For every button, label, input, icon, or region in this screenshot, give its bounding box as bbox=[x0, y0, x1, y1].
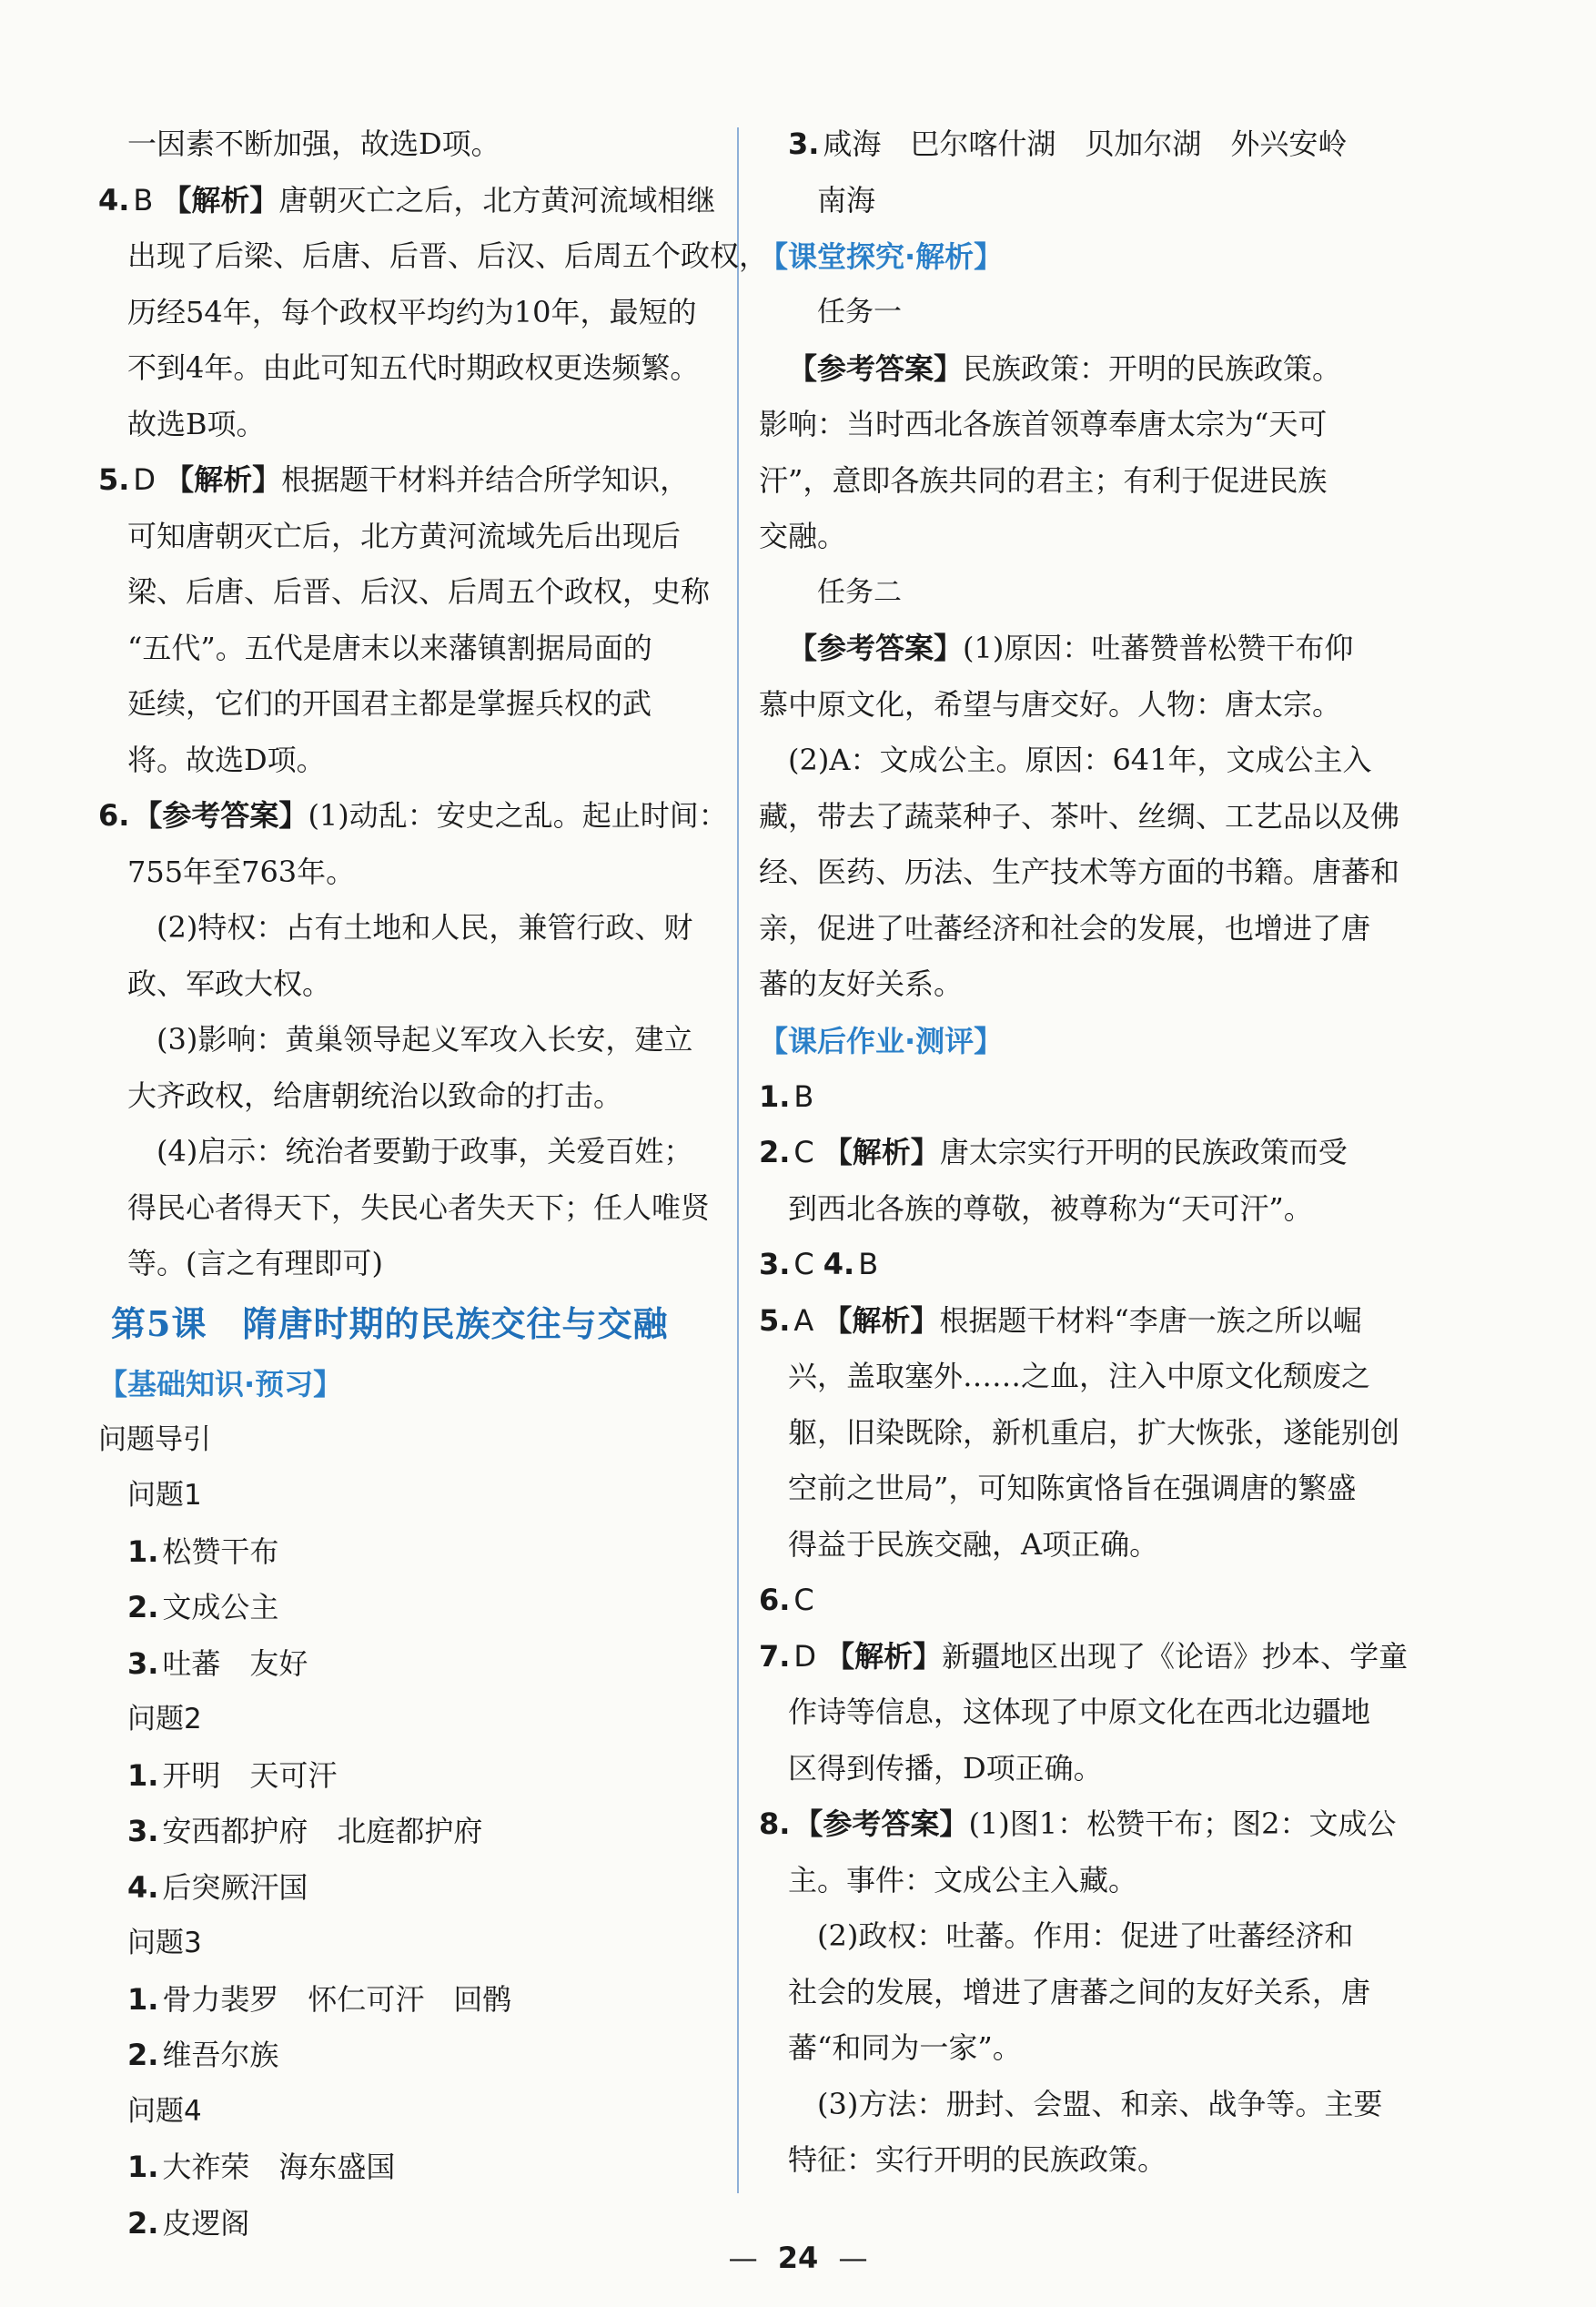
q3-tail: 一因素不断加强，故选D项。 bbox=[127, 126, 500, 161]
answer-number: 7. bbox=[759, 1638, 791, 1674]
section-class-explore: 【课堂探究·解析】 bbox=[759, 239, 1004, 274]
hw-answer-6 bbox=[759, 1573, 1387, 1629]
answer-number: 8. bbox=[759, 1806, 791, 1841]
problem-title: 问题2 bbox=[127, 1703, 202, 1735]
answer-5 bbox=[98, 452, 724, 788]
problem-title: 问题1 bbox=[127, 1479, 202, 1512]
answer-number: 5. bbox=[98, 462, 130, 497]
problem-2 bbox=[98, 1692, 724, 1916]
text-line: 作诗等信息，这体现了中原文化在西北边疆地 bbox=[788, 1695, 1371, 1729]
text-line: 根据题干材料并结合所学知识， bbox=[281, 462, 690, 497]
text-line: 等。(言之有理即可) bbox=[127, 1246, 383, 1280]
item-number: 2. bbox=[127, 1590, 159, 1624]
text-line: (1)图1：松赞干布；图2：文成公 bbox=[968, 1806, 1397, 1841]
item-number: 3. bbox=[127, 1645, 159, 1681]
text-line: 故选B项。 bbox=[127, 406, 266, 441]
text-line: 可知唐朝灭亡后，北方黄河流域先后出现后 bbox=[127, 518, 682, 553]
reference-answer-tag: 【参考答案】 bbox=[133, 798, 308, 833]
answer-choice: B bbox=[858, 1247, 879, 1281]
answer-4 bbox=[98, 173, 769, 453]
task-title: 任务二 bbox=[817, 575, 902, 609]
lesson-title: 第5课 隋唐时期的民族交往与交融 bbox=[111, 1302, 669, 1344]
text-line: (2)特权：占有土地和人民，兼管行政、财 bbox=[157, 910, 693, 945]
answer-number: 4. bbox=[98, 182, 130, 218]
answer-number: 5. bbox=[759, 1302, 791, 1338]
answer-choice: C bbox=[793, 1247, 814, 1281]
analysis-tag: 【解析】 bbox=[162, 182, 279, 218]
item-number: 1. bbox=[127, 1757, 159, 1793]
text-line: 出现了后梁、后唐、后晋、后汉、后周五个政权， bbox=[127, 238, 769, 273]
hw-answer-2 bbox=[759, 1125, 1387, 1237]
text-line: 特征：实行开明的民族政策。 bbox=[788, 2142, 1167, 2177]
text-line: 社会的发展，增进了唐蕃之间的友好关系，唐 bbox=[788, 1974, 1371, 2009]
text-line: 梁、后唐、后晋、后汉、后周五个政权，史称 bbox=[127, 574, 711, 609]
answer-choice: D bbox=[793, 1638, 817, 1674]
answer-number: 6. bbox=[759, 1583, 791, 1617]
text-line: (4)启示：统治者要勤于政事，关爱百姓； bbox=[157, 1134, 693, 1169]
item-text: 文成公主 bbox=[162, 1590, 279, 1624]
text-line: 蕃的友好关系。 bbox=[759, 966, 964, 1001]
task-2 bbox=[759, 565, 1400, 1013]
answer-choice: C bbox=[793, 1583, 814, 1617]
item-number: 2. bbox=[127, 2038, 159, 2072]
text-line: 慕中原文化，希望与唐交好。人物：唐太宗。 bbox=[759, 686, 1342, 722]
text-line: 历经54年，每个政权平均约为10年，最短的 bbox=[127, 294, 697, 329]
answer-choice: B bbox=[793, 1078, 814, 1114]
guide-heading: 问题导引 bbox=[98, 1422, 211, 1456]
text-line: 大齐政权，给唐朝统治以致命的打击。 bbox=[127, 1078, 623, 1113]
text-line: (3)方法：册封、会盟、和亲、战争等。主要 bbox=[817, 2086, 1383, 2121]
page-number: 24 bbox=[777, 2241, 819, 2275]
text-line: 到西北各族的尊敬，被尊称为“天可汗”。 bbox=[788, 1190, 1313, 1226]
text-line: 根据题干材料“李唐一族之所以崛 bbox=[939, 1302, 1362, 1338]
text-line: 空前之世局”，可知陈寅恪旨在强调唐的繁盛 bbox=[788, 1471, 1357, 1505]
text-line: 唐太宗实行开明的民族政策而受 bbox=[939, 1135, 1348, 1169]
task-title: 任务一 bbox=[817, 296, 902, 329]
analysis-tag: 【解析】 bbox=[825, 1638, 943, 1674]
problem-1 bbox=[98, 1468, 724, 1692]
text-line: “五代”。五代是唐末以来藩镇割据局面的 bbox=[127, 630, 652, 665]
text-line: 蕃“和同为一家”。 bbox=[788, 2030, 1022, 2065]
text-line: 得民心者得天下，失民心者失天下；任人唯贤 bbox=[127, 1189, 711, 1225]
text-line: 得益于民族交融，A项正确。 bbox=[788, 1526, 1159, 1562]
text-line: (3)影响：黄巢领导起义军攻入长安，建立 bbox=[157, 1022, 693, 1057]
item-text: 维吾尔族 bbox=[162, 2038, 279, 2072]
answer-number: 2. bbox=[759, 1135, 791, 1169]
item-number: 1. bbox=[127, 1533, 159, 1569]
item-text: 大祚荣 海东盛国 bbox=[162, 2150, 396, 2184]
text-line: 民族政策：开明的民族政策。 bbox=[963, 350, 1342, 386]
hw-answer-5 bbox=[759, 1293, 1400, 1573]
text-line: 亲，促进了吐蕃经济和社会的发展，也增进了唐 bbox=[759, 910, 1371, 946]
hw-answer-8 bbox=[759, 1796, 1397, 2189]
item-number: 1. bbox=[127, 2150, 159, 2184]
text-line: 汗”，意即各族共同的君主；有利于促进民族 bbox=[759, 462, 1328, 498]
answer-number: 1. bbox=[759, 1078, 791, 1114]
text-line: 影响：当时西北各族首领尊奉唐太宗为“天可 bbox=[759, 407, 1328, 441]
analysis-tag: 【解析】 bbox=[823, 1135, 940, 1169]
section-homework: 【课后作业·测评】 bbox=[759, 1023, 1004, 1058]
text-line: 藏，带去了蔬菜种子、茶叶、丝绸、工艺品以及佛 bbox=[759, 798, 1400, 834]
item-text: 南海 bbox=[817, 182, 876, 218]
section-basic-knowledge: 【基础知识·预习】 bbox=[98, 1366, 343, 1401]
item-number: 3. bbox=[788, 126, 820, 161]
item-text: 开明 天可汗 bbox=[162, 1757, 338, 1793]
right-column bbox=[759, 116, 1409, 2189]
hw-answer-3-4 bbox=[759, 1237, 1387, 1293]
item-number: 3. bbox=[127, 1814, 159, 1848]
analysis-tag: 【解析】 bbox=[823, 1302, 940, 1338]
text-line: (2)政权：吐蕃。作用：促进了吐蕃经济和 bbox=[817, 1918, 1354, 1953]
text-line: 延续，它们的开国君主都是掌握兵权的武 bbox=[127, 686, 652, 721]
answer-number: 4. bbox=[823, 1247, 855, 1281]
text-line: 新疆地区出现了《论语》抄本、学童 bbox=[942, 1638, 1409, 1674]
reference-answer-tag: 【参考答案】 bbox=[793, 1806, 969, 1841]
problem-3 bbox=[98, 1916, 724, 2084]
page-footer: — 24 — bbox=[728, 2241, 868, 2275]
answer-number: 6. bbox=[98, 798, 130, 833]
text-line: 政、军政大权。 bbox=[127, 966, 332, 1001]
text-line: 唐朝灭亡之后，北方黄河流域相继 bbox=[278, 182, 716, 218]
item-number: 4. bbox=[127, 1869, 159, 1905]
problem-title: 问题3 bbox=[127, 1927, 202, 1959]
reference-answer-tag: 【参考答案】 bbox=[788, 350, 964, 386]
item-text: 后突厥汗国 bbox=[162, 1869, 308, 1905]
text-line: 不到4年。由此可知五代时期政权更迭频繁。 bbox=[127, 350, 700, 385]
answer-choice: D bbox=[133, 462, 157, 497]
hw-answer-7 bbox=[759, 1629, 1409, 1797]
text-line: 躯，旧染既除，新机重启，扩大恢张，遂能别创 bbox=[788, 1414, 1400, 1450]
left-column bbox=[98, 116, 769, 2251]
column-divider bbox=[737, 127, 739, 2193]
text-line: (1)原因：吐蕃赞普松赞干布仰 bbox=[963, 631, 1354, 665]
item-text: 皮逻阁 bbox=[162, 2205, 250, 2241]
text-line: (2)A：文成公主。原因：641年，文成公主入 bbox=[788, 743, 1372, 777]
text-line: 经、医药、历法、生产技术等方面的书籍。唐蕃和 bbox=[759, 855, 1400, 889]
problem-4-item-3 bbox=[759, 116, 1387, 228]
item-text: 咸海 巴尔喀什湖 贝加尔湖 外兴安岭 bbox=[823, 126, 1348, 161]
answer-choice: A bbox=[793, 1302, 814, 1338]
item-number: 1. bbox=[127, 1981, 159, 2017]
task-1 bbox=[759, 285, 1387, 565]
problem-title: 问题4 bbox=[127, 2094, 202, 2128]
text-line: 将。故选D项。 bbox=[127, 742, 326, 777]
item-text: 骨力裴罗 怀仁可汗 回鹘 bbox=[162, 1981, 512, 2017]
text-line: (1)动乱：安史之乱。起止时间： bbox=[308, 798, 728, 833]
text-line: 755年至763年。 bbox=[127, 854, 356, 889]
text-line: 兴，盖取塞外……之血，注入中原文化颓废之 bbox=[788, 1359, 1371, 1393]
answer-choice: C bbox=[793, 1135, 814, 1169]
problem-4 bbox=[98, 2084, 724, 2252]
answer-number: 3. bbox=[759, 1247, 791, 1281]
item-number: 2. bbox=[127, 2205, 159, 2241]
text-line: 主。事件：文成公主入藏。 bbox=[788, 1862, 1138, 1897]
item-text: 安西都护府 北庭都护府 bbox=[162, 1814, 483, 1848]
reference-answer-tag: 【参考答案】 bbox=[788, 631, 964, 665]
answer-choice: B bbox=[133, 182, 154, 218]
hw-answer-1 bbox=[759, 1069, 1387, 1126]
item-text: 松赞干布 bbox=[162, 1533, 279, 1569]
item-text: 吐蕃 友好 bbox=[162, 1645, 308, 1681]
analysis-tag: 【解析】 bbox=[165, 462, 282, 497]
text-line: 交融。 bbox=[759, 519, 847, 553]
text-line: 区得到传播，D项正确。 bbox=[788, 1750, 1103, 1786]
answer-6 bbox=[98, 788, 728, 1292]
